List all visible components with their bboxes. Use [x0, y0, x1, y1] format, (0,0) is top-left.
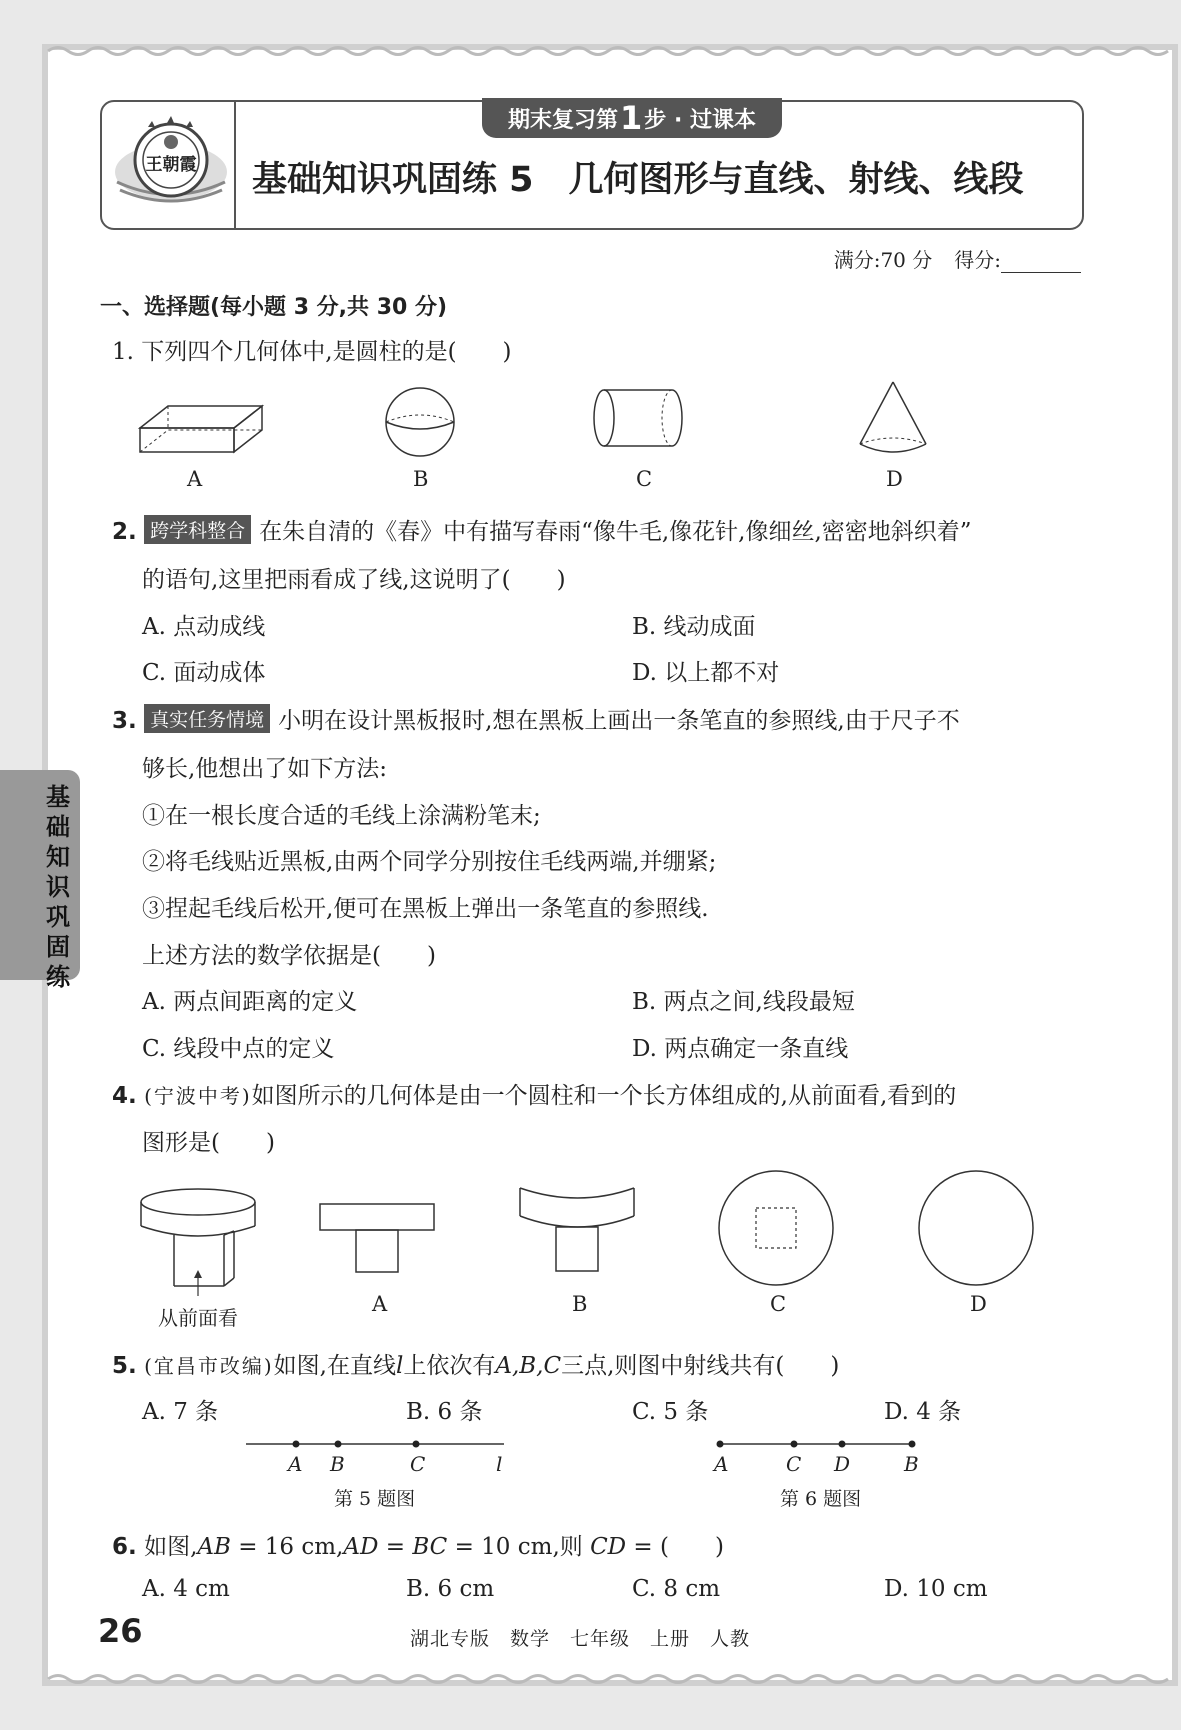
question-3-step3: ③捏起毛线后松开,便可在黑板上弹出一条笔直的参照线. [142, 896, 709, 922]
q6-segment-figure [716, 1434, 916, 1464]
header-divider [234, 102, 236, 228]
q6-text-a: 如图, [144, 1534, 198, 1560]
q4-label-d: D [970, 1292, 987, 1316]
question-2-line1 [112, 513, 972, 546]
q6-cd: CD [590, 1534, 627, 1560]
q4-option-d-figure [916, 1168, 1036, 1288]
q6-option-d[interactable]: D. 10 cm [884, 1576, 988, 1602]
q3-option-a[interactable]: A. 两点间距离的定义 [142, 989, 358, 1015]
header-box [100, 100, 1084, 230]
question-3-step1: ①在一根长度合适的毛线上涂满粉笔末; [142, 803, 541, 829]
q4-solid-figure [140, 1186, 270, 1296]
q3-number: 3. [112, 708, 137, 734]
score-line [834, 244, 1081, 273]
q2-option-c[interactable]: C. 面动成体 [142, 660, 266, 686]
score-label: 得分: [954, 248, 1001, 272]
q3-text-1: 小明在设计黑板报时,想在黑板上画出一条笔直的参照线,由于尺子不 [278, 708, 960, 734]
q4-option-a-figure [318, 1200, 438, 1290]
q4-label-c: C [770, 1292, 787, 1316]
q6-ad: AD [343, 1534, 379, 1560]
sphere-figure [382, 384, 462, 464]
q6-figure-caption: 第 6 题图 [780, 1488, 862, 1510]
question-2-line2: 的语句,这里把雨看成了线,这说明了( ) [142, 567, 566, 593]
q5-text-a: 如图,在直线 [273, 1353, 396, 1379]
q6-point-c: C [786, 1452, 802, 1476]
q5-option-c[interactable]: C. 5 条 [632, 1399, 709, 1425]
q5-line-l: l [395, 1353, 404, 1379]
seal-logo-icon [112, 112, 230, 216]
q6-text-g: = 10 cm,则 [447, 1534, 591, 1560]
q2-number: 2. [112, 519, 137, 545]
q5-point-c: C [410, 1452, 426, 1476]
q2-text-1: 在朱自清的《春》中有描写春雨“像牛毛,像花针,像细丝,密密地斜织着” [259, 519, 972, 545]
review-step-tab [482, 98, 782, 138]
q4-label-a: A [372, 1292, 388, 1316]
q3-option-b[interactable]: B. 两点之间,线段最短 [632, 989, 855, 1015]
q5-line-figure [244, 1434, 504, 1484]
page-number: 26 [98, 1612, 143, 1650]
tab-prefix: 期末复习第 [508, 107, 619, 133]
question-3-ask: 上述方法的数学依据是( ) [142, 943, 436, 969]
q6-option-a[interactable]: A. 4 cm [142, 1576, 230, 1602]
front-view-label: 从前面看 [158, 1306, 238, 1330]
q3-option-d[interactable]: D. 两点确定一条直线 [632, 1036, 849, 1062]
q6-point-d: D [834, 1452, 851, 1476]
cone-figure [856, 380, 936, 460]
wavy-border-top [48, 44, 1172, 58]
full-score: 满分:70 分 [833, 248, 933, 272]
q4-source: (宁波中考) [144, 1084, 252, 1108]
q4-number: 4. [112, 1083, 137, 1109]
q6-bc: BC [412, 1534, 448, 1560]
q5-source: (宜昌市改编) [144, 1354, 274, 1378]
q2-tag-badge: 跨学科整合 [144, 515, 251, 544]
q6-option-c[interactable]: C. 8 cm [632, 1576, 721, 1602]
q6-text-i: = ( ) [626, 1534, 724, 1560]
question-3-line2: 够长,他想出了如下方法: [142, 756, 388, 782]
score-blank [1001, 252, 1081, 273]
score-field [954, 244, 1081, 273]
q5-figure-caption: 第 5 题图 [334, 1488, 416, 1510]
page-title: 基础知识巩固练 5 几何图形与直线、射线、线段 [252, 160, 1024, 200]
q3-option-c[interactable]: C. 线段中点的定义 [142, 1036, 335, 1062]
q5-option-d[interactable]: D. 4 条 [884, 1399, 962, 1425]
q3-tag-badge: 真实任务情境 [144, 704, 270, 733]
tab-suffix: 步 · 过课本 [644, 107, 756, 133]
q1-label-b: B [413, 467, 429, 491]
q5-point-a: A [288, 1452, 303, 1476]
q2-option-a[interactable]: A. 点动成线 [142, 614, 266, 640]
footer-info: 湖北专版 数学 七年级 上册 人教 [410, 1628, 751, 1650]
q5-option-b[interactable]: B. 6 条 [406, 1399, 483, 1425]
cylinder-figure [592, 386, 692, 456]
side-tab-label: 基础知识巩固练 [46, 783, 70, 991]
q6-option-b[interactable]: B. 6 cm [406, 1576, 495, 1602]
q5-text-c: 三点,则图中射线共有( ) [561, 1353, 840, 1379]
q5-number: 5. [112, 1353, 137, 1379]
q4-label-b: B [572, 1292, 588, 1316]
question-4-line1 [112, 1077, 956, 1110]
q6-point-b: B [904, 1452, 919, 1476]
svg-text:王朝霞: 王朝霞 [145, 155, 197, 175]
q2-option-d[interactable]: D. 以上都不对 [632, 660, 780, 686]
q1-label-c: C [636, 467, 653, 491]
q6-text-e: = [378, 1534, 413, 1560]
question-4-line2: 图形是( ) [142, 1130, 275, 1156]
question-3-line1 [112, 702, 960, 735]
q5-point-b: B [330, 1452, 345, 1476]
q5-line-label: l [496, 1452, 503, 1476]
wavy-border-bottom [48, 1672, 1172, 1686]
question-1-stem: 1. 下列四个几何体中,是圆柱的是( ) [112, 339, 512, 365]
q4-text-1: 如图所示的几何体是由一个圆柱和一个长方体组成的,从前面看,看到的 [251, 1083, 957, 1109]
q5-points: A,B,C [495, 1353, 562, 1379]
question-3-step2: ②将毛线贴近黑板,由两个同学分别按住毛线两端,并绷紧; [142, 849, 717, 875]
q2-option-b[interactable]: B. 线动成面 [632, 614, 756, 640]
section-title: 一、选择题(每小题 3 分,共 30 分) [100, 295, 448, 320]
q6-point-a: A [714, 1452, 729, 1476]
q5-option-a[interactable]: A. 7 条 [142, 1399, 219, 1425]
q6-text-c: = 16 cm, [230, 1534, 344, 1560]
q5-text-b: 上依次有 [403, 1353, 496, 1379]
tab-step-number: 1 [620, 99, 643, 137]
cuboid-figure [138, 400, 268, 470]
q6-ab: AB [197, 1534, 231, 1560]
q4-option-b-figure [518, 1186, 642, 1276]
q1-label-a: A [187, 467, 203, 491]
q4-option-c-figure [716, 1168, 836, 1288]
q1-label-d: D [886, 467, 903, 491]
question-6-stem [112, 1528, 724, 1561]
q6-number: 6. [112, 1534, 137, 1560]
question-5-stem [112, 1347, 839, 1380]
